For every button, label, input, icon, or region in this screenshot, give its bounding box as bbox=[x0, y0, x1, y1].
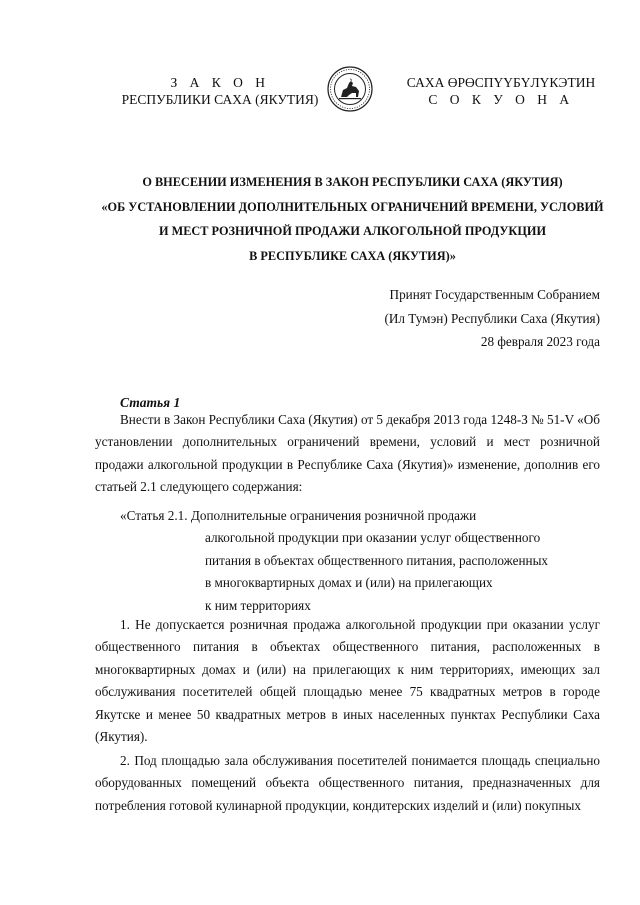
paragraph-1: 1. Не допускается розничная продажа алкогольной продукции при оказании услуг общественного питания в объектах общественного питания, расположенных в многоквартирных домах и (или) на прилегающих к ним территориях, имеющих зал обслуживания посетителей общей площадью менее 75 квадратных метров в городе Якутске и менее 50 квадратных метров в иных населенных пунктах Республики Саха (Якутия). bbox=[95, 617, 600, 745]
header-right bbox=[395, 74, 607, 108]
coat-of-arms-emblem bbox=[327, 66, 373, 112]
statya-line4: в многоквартирных домах и (или) на прилегающих bbox=[205, 575, 493, 591]
article-intro-block bbox=[95, 409, 600, 499]
header-left bbox=[105, 74, 335, 108]
paragraph-2: 2. Под площадью зала обслуживания посетителей понимается площадь специально оборудованных помещений объекта общественного питания, предназначенных для потребления готовой кулинарной продукции, кондитерских изделий и (или) покупных bbox=[95, 753, 600, 813]
article-intro: Внести в Закон Республики Саха (Якутия) от 5 декабря 2013 года 1248-З № 51-V «Об установлении дополнительных ограничений времени, условий и мест розничной продажи алкогольной продукции в Республике Саха (Якутия)» изменение, дополнив его статьей 2.1 следующего содержания: bbox=[95, 412, 600, 495]
paragraph-2-block bbox=[95, 750, 600, 817]
title-line3: И МЕСТ РОЗНИЧНОЙ ПРОДАЖИ АЛКОГОЛЬНОЙ ПРОДУКЦИИ bbox=[158, 224, 547, 238]
header-left-line2: РЕСПУБЛИКИ САХА (ЯКУТИЯ) bbox=[121, 92, 319, 107]
header-left-line1: З А К О Н bbox=[170, 75, 270, 90]
title-line4: В РЕСПУБЛИКЕ САХА (ЯКУТИЯ)» bbox=[249, 248, 456, 263]
law-title bbox=[0, 170, 640, 268]
adopted-line3: 28 февраля 2023 года bbox=[480, 334, 600, 349]
article-heading: Статья 1 bbox=[120, 395, 181, 410]
title-line1: О ВНЕСЕНИИ ИЗМЕНЕНИЯ В ЗАКОН РЕСПУБЛИКИ САХА (ЯКУТИЯ) bbox=[142, 175, 563, 189]
new-article-heading bbox=[120, 505, 600, 617]
adoption-note bbox=[385, 283, 600, 354]
paragraph-1-block bbox=[95, 614, 600, 748]
statya-line2: алкогольной продукции при оказании услуг общественного bbox=[205, 530, 541, 546]
adopted-line2: (Ил Тумэн) Республики Саха (Якутия) bbox=[384, 310, 600, 326]
title-line2: «ОБ УСТАНОВЛЕНИИ ДОПОЛНИТЕЛЬНЫХ ОГРАНИЧЕНИЙ ВРЕМЕНИ, УСЛОВИЙ bbox=[101, 199, 604, 214]
statya-line5: к ним территориях bbox=[205, 597, 311, 613]
header-right-line1: САХА ӨРӨСПҮҮБҮЛҮКЭТИН bbox=[406, 75, 596, 90]
statya-line3: питания в объектах общественного питания, расположенных bbox=[205, 552, 549, 568]
adopted-line1: Принят Государственным Собранием bbox=[389, 287, 600, 302]
statya-line1: «Статья 2.1. Дополнительные ограничения розничной продажи bbox=[120, 508, 477, 523]
header-right-line2: С О К У О Н А bbox=[428, 92, 574, 107]
